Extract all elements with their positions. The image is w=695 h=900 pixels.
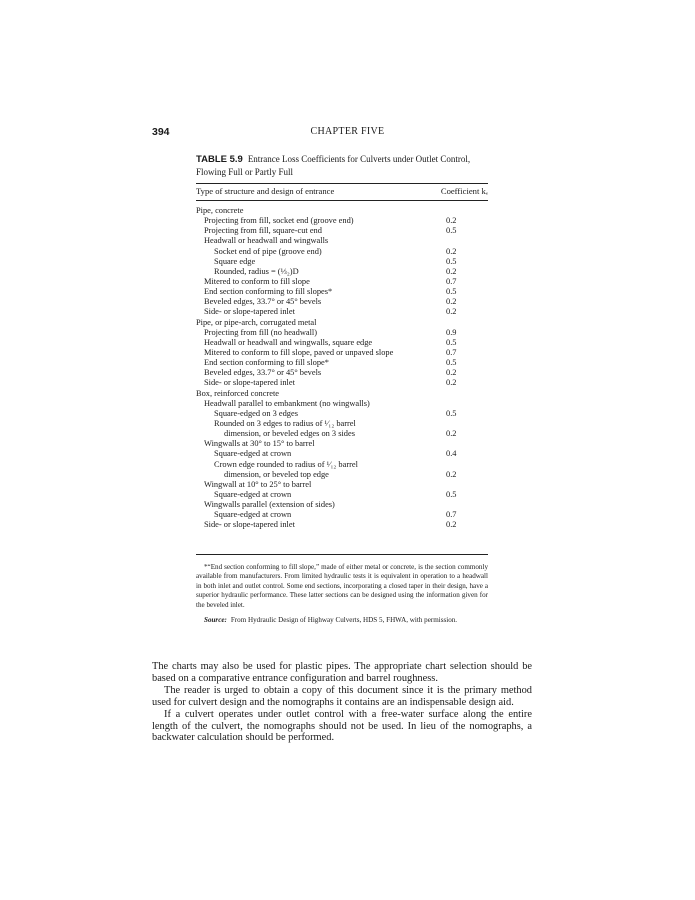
source-note bbox=[196, 616, 488, 625]
table-row bbox=[196, 368, 488, 378]
row-coefficient: 0.7 bbox=[446, 510, 457, 520]
table-row bbox=[196, 429, 488, 439]
row-label: Square edge bbox=[214, 256, 256, 266]
source-label: Source: bbox=[204, 616, 227, 625]
row-label: Pipe, concrete bbox=[196, 206, 244, 215]
row-label: Beveled edges, 33.7° or 45° bevels bbox=[204, 297, 322, 307]
table-row bbox=[196, 257, 488, 267]
table-row bbox=[196, 470, 488, 480]
row-label: Crown edge rounded to radius of ¹⁄₁₂ barrel bbox=[214, 459, 358, 469]
table-row bbox=[196, 328, 488, 338]
row-label: Projecting from fill, square-cut end bbox=[204, 226, 322, 236]
row-coefficient: 0.2 bbox=[446, 297, 457, 307]
row-label: Wingwalls at 30° to 15° to barrel bbox=[204, 439, 315, 449]
source-text: From Hydraulic Design of Highway Culverts, HDS 5, FHWA, with permission. bbox=[230, 616, 458, 625]
table-footnote bbox=[196, 563, 488, 625]
row-coefficient: 0.5 bbox=[446, 256, 457, 266]
row-coefficient: 0.5 bbox=[446, 287, 457, 297]
row-label: End section conforming to fill slopes* bbox=[204, 287, 333, 297]
table-row bbox=[196, 399, 488, 409]
table-row bbox=[196, 520, 488, 530]
row-label: Headwall parallel to embankment (no wingwalls) bbox=[204, 398, 370, 408]
row-label: Box, reinforced concrete bbox=[196, 388, 280, 398]
table-label: TABLE 5.9 bbox=[196, 154, 243, 165]
row-coefficient: 0.2 bbox=[446, 216, 457, 226]
table-row bbox=[196, 389, 488, 399]
body-paragraph: The charts may also be used for plastic pipes. The appropriate chart selection should be based on a comparative entrance configuration and barrel roughness. bbox=[152, 661, 532, 684]
row-coefficient: 0.7 bbox=[446, 347, 457, 357]
column-header-coefficient: Coefficient kₑ bbox=[440, 186, 488, 196]
table-row bbox=[196, 297, 488, 307]
row-coefficient: 0.2 bbox=[446, 307, 457, 317]
row-coefficient: 0.5 bbox=[446, 226, 457, 236]
row-label: Wingwall at 10° to 25° to barrel bbox=[204, 479, 312, 489]
table-row bbox=[196, 500, 488, 510]
row-label: Wingwalls parallel (extension of sides) bbox=[204, 500, 335, 510]
table-row bbox=[196, 409, 488, 419]
row-coefficient: 0.2 bbox=[446, 520, 457, 530]
row-label: Square-edged at crown bbox=[214, 489, 292, 499]
row-label: Headwall or headwall and wingwalls bbox=[204, 236, 329, 246]
row-label: Mitered to conform to fill slope, paved or unpaved slope bbox=[204, 347, 394, 357]
row-label: Beveled edges, 33.7° or 45° bevels bbox=[204, 368, 322, 378]
row-coefficient: 0.2 bbox=[446, 378, 457, 388]
row-label: Square-edged on 3 edges bbox=[214, 408, 298, 418]
table-row bbox=[196, 490, 488, 500]
table-row bbox=[196, 480, 488, 490]
row-coefficient: 0.7 bbox=[446, 276, 457, 286]
table-bottom-rule bbox=[196, 554, 488, 555]
row-label: dimension, or beveled edges on 3 sides bbox=[224, 429, 355, 439]
body-paragraph: If a culvert operates under outlet control with a free-water surface along the entire length of the culvert, the nomographs should not be used. In lieu of the nomographs, a backwater calculation should be performed. bbox=[152, 708, 532, 744]
row-coefficient: 0.2 bbox=[446, 368, 457, 378]
table-top-rule bbox=[196, 183, 488, 184]
table-row bbox=[196, 247, 488, 257]
table-row bbox=[196, 236, 488, 246]
table-row bbox=[196, 287, 488, 297]
table-row bbox=[196, 338, 488, 348]
table-row bbox=[196, 510, 488, 520]
row-label: Projecting from fill (no headwall) bbox=[204, 327, 318, 337]
table-row bbox=[196, 226, 488, 236]
row-label: Pipe, or pipe-arch, corrugated metal bbox=[196, 317, 317, 327]
table-row bbox=[196, 267, 488, 277]
table-row bbox=[196, 358, 488, 368]
row-coefficient: 0.2 bbox=[446, 246, 457, 256]
row-coefficient: 0.5 bbox=[446, 337, 457, 347]
table-row bbox=[196, 307, 488, 317]
row-label: Side- or slope-tapered inlet bbox=[204, 307, 295, 317]
table-row bbox=[196, 439, 488, 449]
row-label: dimension, or beveled top edge bbox=[224, 469, 329, 479]
row-coefficient: 0.9 bbox=[446, 327, 457, 337]
body-text bbox=[152, 661, 532, 744]
row-label: Square-edged at crown bbox=[214, 510, 292, 520]
row-label: End section conforming to fill slope* bbox=[204, 358, 329, 368]
row-coefficient: 0.5 bbox=[446, 489, 457, 499]
table-header-rule bbox=[196, 200, 488, 201]
table-row bbox=[196, 378, 488, 388]
table-header bbox=[196, 186, 488, 197]
footnote-text: *“End section conforming to fill slope,” made of either metal or concrete, is the section commonly available from manufacturers. From limited hydraulic tests it is equivalent in operation to a headwall in both inlet and outlet control. Some end sections, incorporating a closed taper in their design, have a superior hydraulic performance. These latter sections can be designed using the information given for the beveled inlet. bbox=[196, 563, 488, 609]
row-label: Side- or slope-tapered inlet bbox=[204, 378, 295, 388]
table-body bbox=[196, 206, 488, 531]
row-coefficient: 0.5 bbox=[446, 358, 457, 368]
row-label: Mitered to conform to fill slope bbox=[204, 276, 310, 286]
table-row bbox=[196, 216, 488, 226]
table-title: Entrance Loss Coefficients for Culverts under Outlet Control, Flowing Full or Partly Full bbox=[196, 154, 471, 177]
table-row bbox=[196, 348, 488, 358]
page-number: 394 bbox=[152, 126, 170, 138]
row-coefficient: 0.2 bbox=[446, 469, 457, 479]
body-paragraph: The reader is urged to obtain a copy of this document since it is the primary method used for culvert design and the nomographs it contains are an indispensable design aid. bbox=[152, 684, 532, 708]
table-row bbox=[196, 460, 488, 470]
table-row bbox=[196, 318, 488, 328]
table-row bbox=[196, 277, 488, 287]
row-label: Rounded, radius = (⅓₂)D bbox=[214, 266, 299, 276]
row-coefficient: 0.4 bbox=[446, 449, 457, 459]
row-coefficient: 0.2 bbox=[446, 266, 457, 276]
row-label: Socket end of pipe (groove end) bbox=[214, 246, 322, 256]
table-row bbox=[196, 206, 488, 216]
row-coefficient: 0.2 bbox=[446, 429, 457, 439]
row-label: Side- or slope-tapered inlet bbox=[204, 520, 295, 530]
chapter-title: CHAPTER FIVE bbox=[310, 126, 385, 137]
row-coefficient: 0.5 bbox=[446, 408, 457, 418]
table-caption bbox=[196, 153, 488, 178]
row-label: Headwall or headwall and wingwalls, square edge bbox=[204, 337, 373, 347]
column-header-structure: Type of structure and design of entrance bbox=[196, 186, 335, 196]
table-row bbox=[196, 449, 488, 459]
row-label: Square-edged at crown bbox=[214, 449, 292, 459]
row-label: Rounded on 3 edges to radius of ¹⁄₁₂ barrel bbox=[214, 418, 356, 428]
table-row bbox=[196, 419, 488, 429]
row-label: Projecting from fill, socket end (groove end) bbox=[204, 216, 354, 226]
